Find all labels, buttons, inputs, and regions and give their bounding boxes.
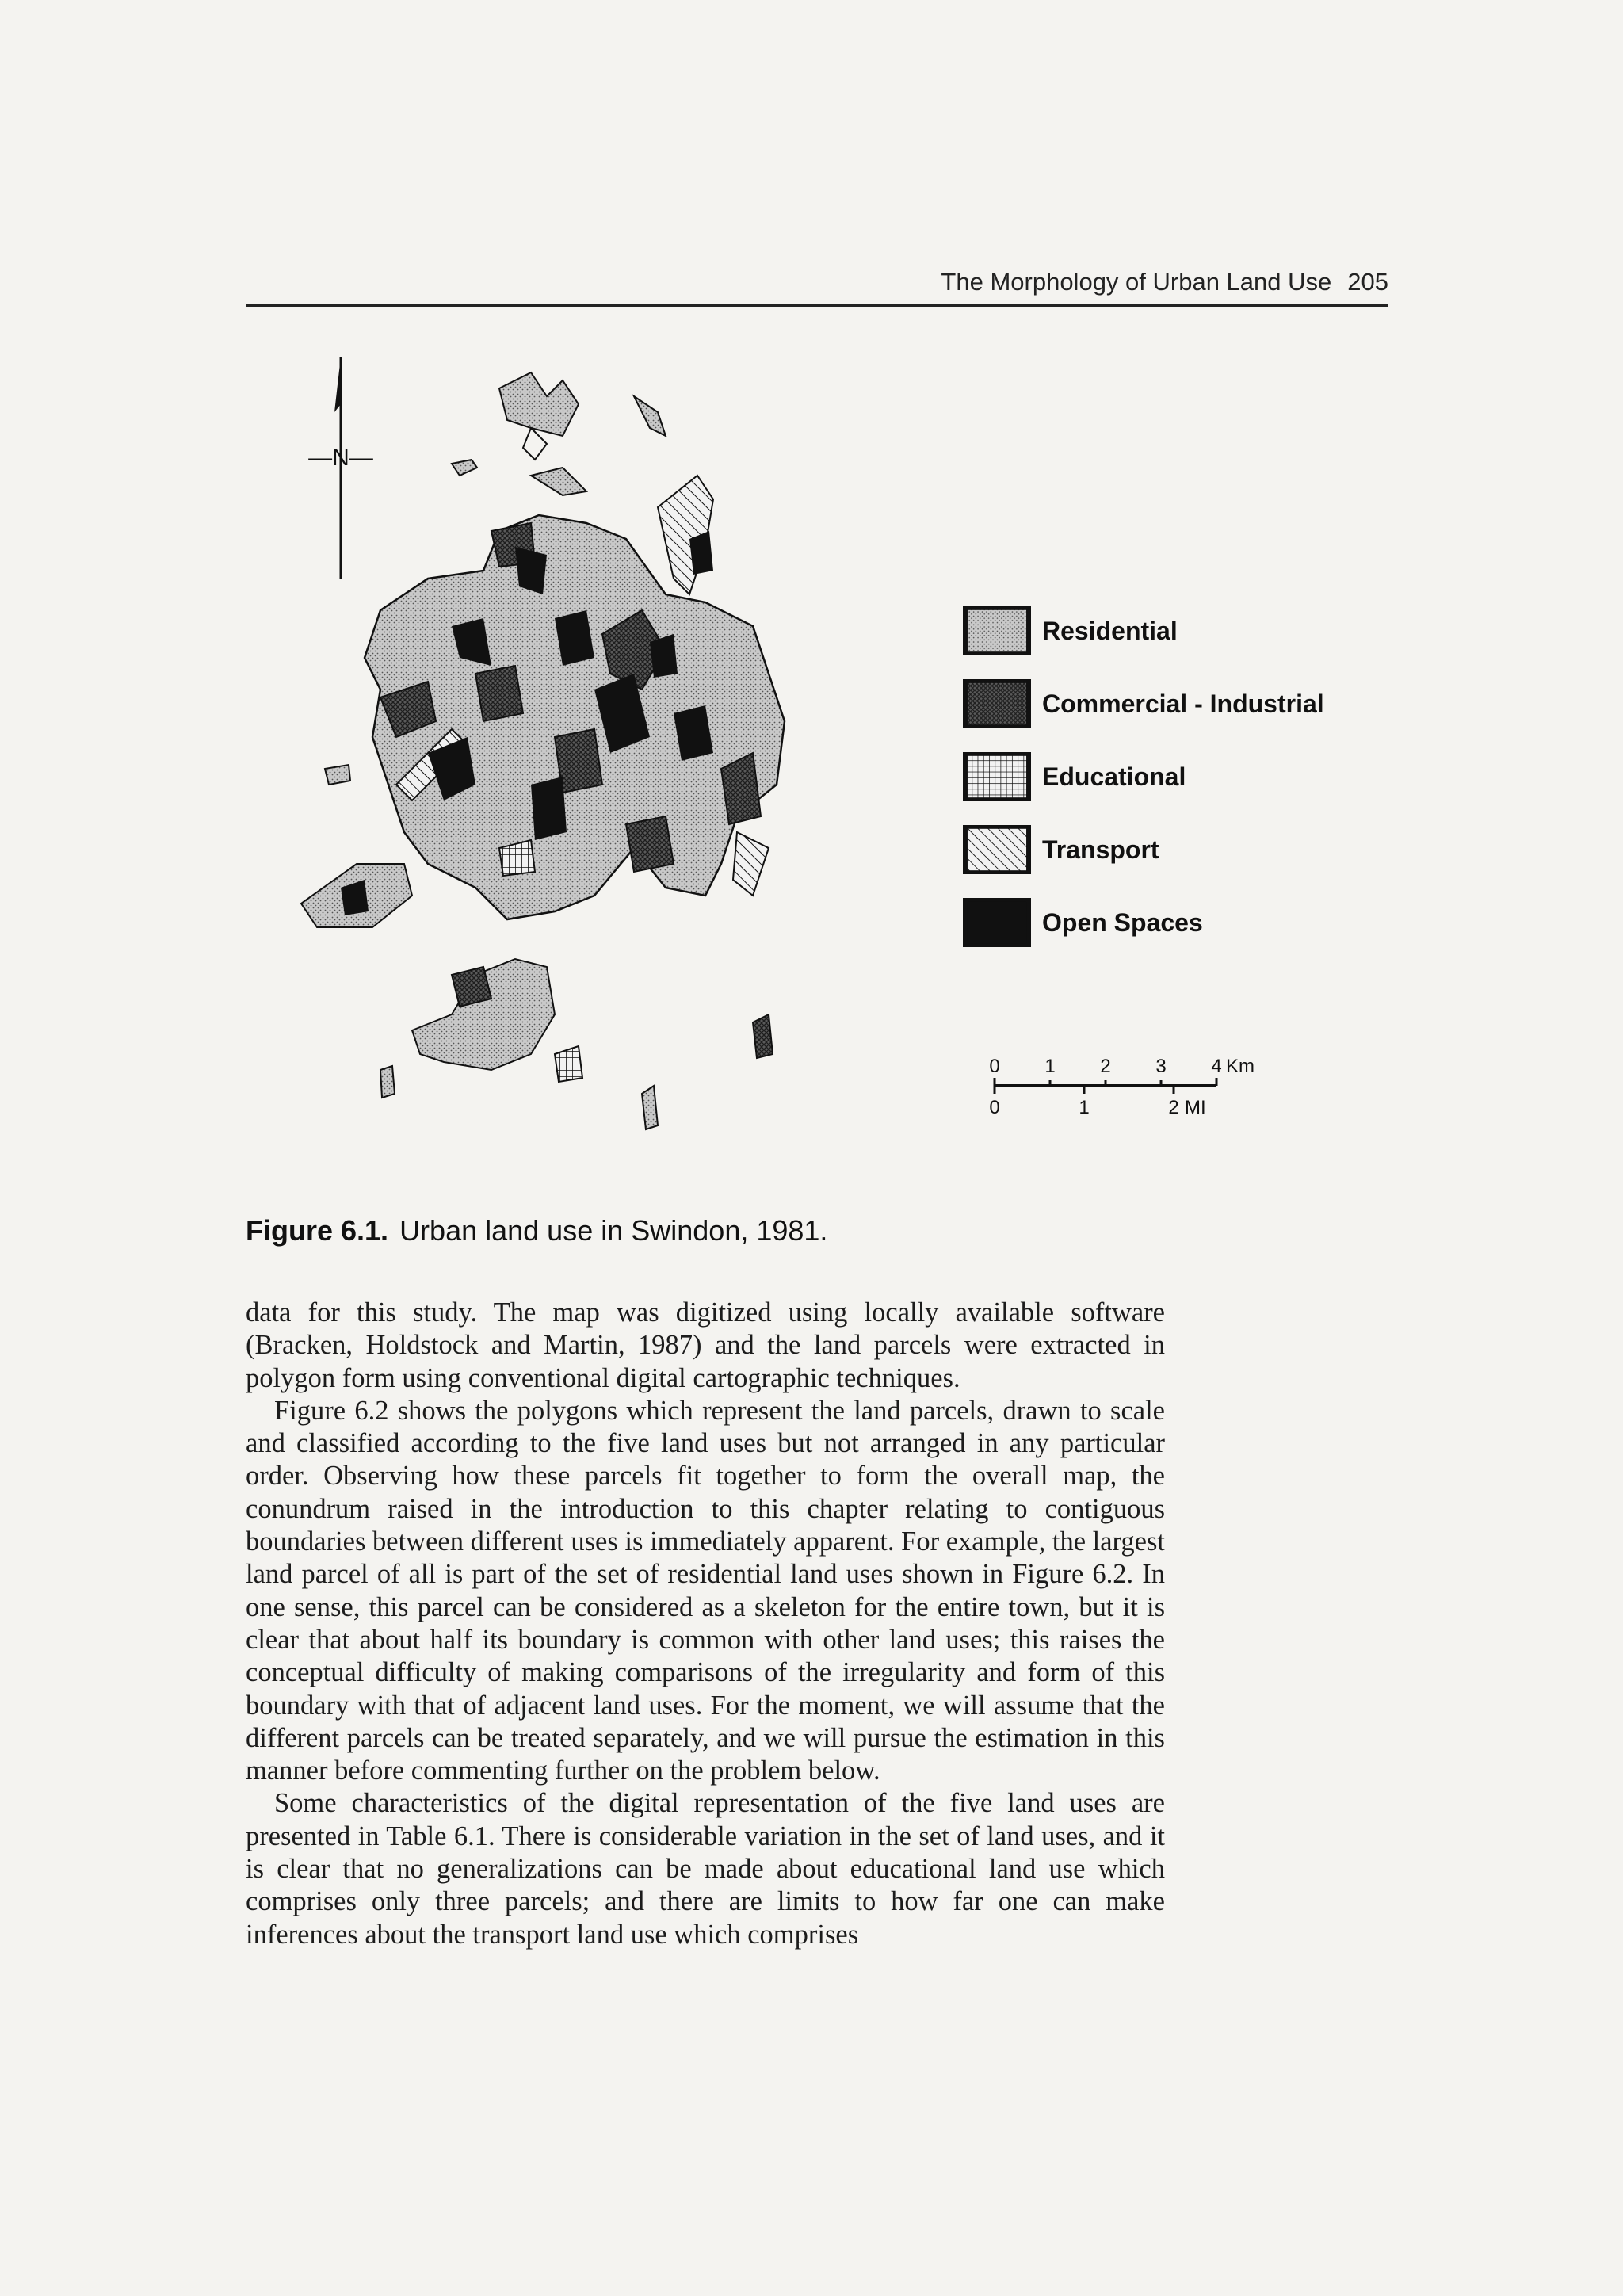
commercial-swatch — [963, 679, 1031, 728]
paragraph-2: Figure 6.2 shows the polygons which represent the land parcels, drawn to scale and classified according to the five land uses but not arranged in any particular order. Observing how these parcels fit together to form the overall map, the conundrum raised in the introduction to this chapter relating to contiguous boundaries between different uses is immediately apparent. For example, the largest land parcel of all is part of the set of residential land uses shown in Figure 6.2. In one sense, this parcel can be considered as a skeleton for the entire town, but it is clear that about half its boundary is common with other land uses; this raises the conceptual difficulty of making comparisons of the irregularity and form of this boundary with that of adjacent land uses. For the moment, we will assume that the different parcels can be treated separately, and we will pursue the estimation in this manner before commenting further on the problem below. — [246, 1395, 1165, 1786]
transport-swatch — [963, 825, 1031, 874]
running-head — [246, 268, 1388, 296]
km-tick-2: 2 — [1100, 1056, 1111, 1077]
running-title: The Morphology of Urban Land Use — [941, 268, 1332, 296]
figure-caption — [246, 1214, 1388, 1247]
open-spaces-swatch — [963, 898, 1031, 947]
scale-bar-drawing — [987, 1050, 1359, 1121]
legend-item-open-spaces — [963, 898, 1203, 947]
residential-swatch — [963, 606, 1031, 655]
scale-bar — [987, 1050, 1359, 1121]
mi-tick-1: 1 — [1079, 1097, 1090, 1118]
legend-label-commercial: Commercial - Industrial — [1042, 689, 1324, 718]
mi-unit: MI — [1185, 1097, 1206, 1118]
north-arrow — [308, 357, 373, 579]
paragraph-1: data for this study. The map was digitized using locally available software (Bracken, Holdstock and Martin, 1987) and the land parcels were extracted in polygon form using conventional digital cartographic techniques. — [246, 1297, 1165, 1393]
legend-item-educational — [963, 752, 1186, 801]
legend-label-residential: Residential — [1042, 616, 1178, 645]
figure-label: Figure 6.1. — [246, 1214, 389, 1247]
km-tick-0: 0 — [989, 1056, 1000, 1077]
legend-label-open-spaces: Open Spaces — [1042, 907, 1203, 937]
land-use-map — [293, 341, 872, 1205]
km-tick-1: 1 — [1044, 1056, 1056, 1077]
km-tick-4: 4 — [1211, 1056, 1222, 1077]
north-label: —N— — [308, 445, 373, 471]
mi-tick-0: 0 — [989, 1097, 1000, 1118]
legend-item-residential — [963, 606, 1178, 655]
legend-label-transport: Transport — [1042, 835, 1159, 864]
km-unit: Km — [1226, 1056, 1254, 1077]
legend-label-educational: Educational — [1042, 762, 1186, 791]
educational-swatch — [963, 752, 1031, 801]
map-drawing — [293, 341, 872, 1205]
mi-tick-2: 2 — [1168, 1097, 1179, 1118]
legend-item-commercial — [963, 679, 1324, 728]
km-tick-3: 3 — [1155, 1056, 1167, 1077]
body-text — [246, 1297, 1165, 1951]
paragraph-3: Some characteristics of the digital representation of the five land uses are presented in Table 6.1. There is considerable variation in the set of land uses, and it is clear that no generalizations can be made about educational land use which comprises only three parcels; and there are limits to how far one can make inferences about the transport land use which comprises — [246, 1788, 1165, 1950]
header-rule — [246, 304, 1388, 307]
legend-item-transport — [963, 825, 1159, 874]
figure-caption-text: Urban land use in Swindon, 1981. — [399, 1214, 828, 1247]
page-number: 205 — [1347, 268, 1388, 296]
